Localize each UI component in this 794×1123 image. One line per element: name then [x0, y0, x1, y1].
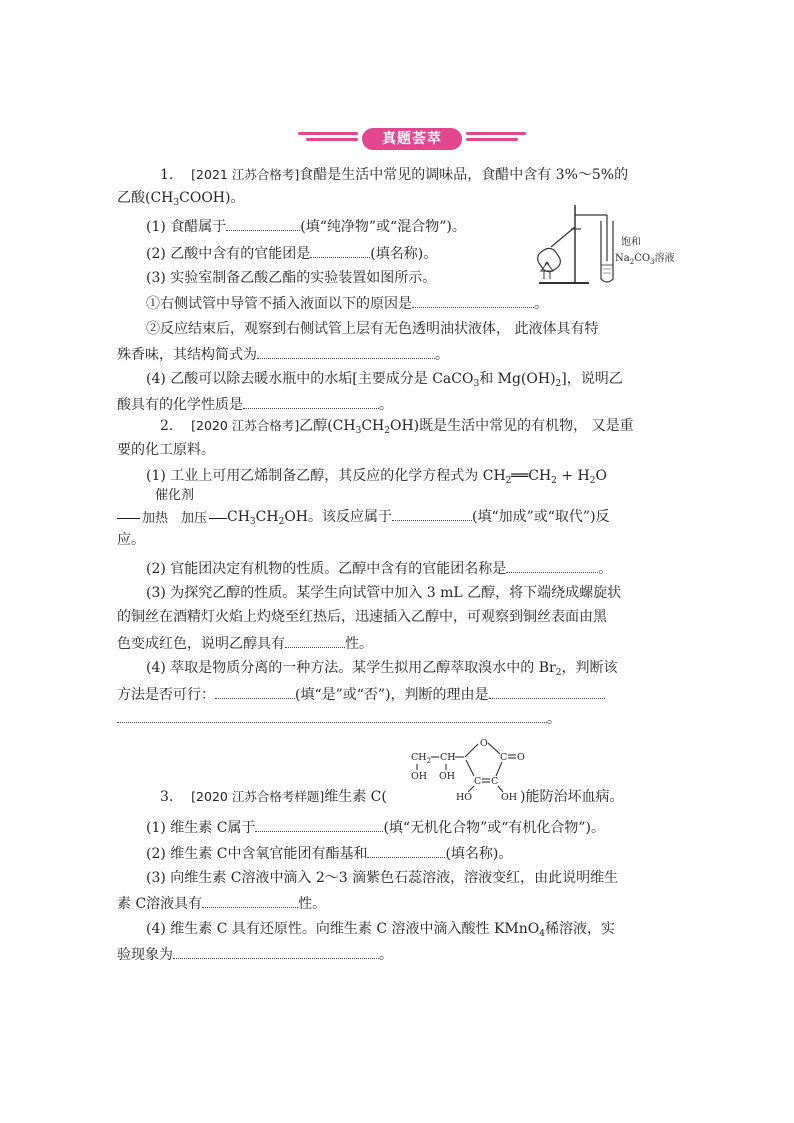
struct-oh-1: OH: [411, 771, 428, 782]
struct-o-carbonyl: O: [517, 752, 525, 763]
esterification-apparatus-figure: [527, 199, 687, 289]
q2-intro-line-2: 要的化工原料。: [117, 442, 215, 458]
q1-part-4-line-1: (4) 乙酸可以除去暖水瓶中的水垢[主要成分是 CaCO$_3$和 $Mg(OH)_2$]，说明乙: [146, 371, 623, 389]
q2-answer-blank-1[interactable]: [392, 506, 472, 521]
apparatus-label-saturated: 饱和: [621, 237, 641, 248]
q2-part-1-line-2: $CH_3CH_2OH$。该反应属于 (填“加成”或“取代”)反: [117, 506, 610, 526]
struct-ho-3: HO: [456, 792, 473, 802]
q1-answer-blank-1[interactable]: [226, 216, 300, 231]
q1-answer-blank-4[interactable]: [257, 344, 435, 359]
q2-answer-blank-6[interactable]: [117, 708, 547, 723]
struct-ch2: $CH_2$: [411, 752, 432, 765]
q3-answer-blank-2[interactable]: [367, 843, 445, 858]
q2-part-4-line-3: 。: [117, 708, 561, 728]
q3-source: [2020 江苏合格考样题]: [191, 789, 325, 804]
q3-part-3-line-2: 素 C溶液具有 性。: [117, 893, 326, 913]
q3-answer-blank-1[interactable]: [255, 817, 383, 832]
q2-answer-blank-3[interactable]: [285, 633, 345, 648]
q2-part-1-line-3: 应。: [117, 532, 145, 548]
q1-part-4-line-2: 酸具有的化学性质是 。: [117, 394, 393, 414]
q2-source: [2020 江苏合格考]: [191, 418, 300, 433]
section-banner: [298, 128, 526, 150]
struct-oh-2: OH: [439, 771, 456, 782]
q3-part-1: (1) 维生素 C属于 (填“无机化合物”或“有机化合物”)。: [146, 817, 605, 837]
q1-part-1: (1) 食醋属于 (填“纯净物”或“混合物”)。: [146, 216, 466, 236]
q1-answer-blank-2[interactable]: [310, 243, 370, 258]
q2-part-3-line-1: (3) 为探究乙醇的性质。某学生向试管中加入 3 mL 乙醇，将下端绕成螺旋状: [146, 585, 622, 601]
q3-part-2: (2) 维生素 C中含氧官能团有酯基和 (填名称)。: [146, 843, 512, 863]
q3-part-4-line-1: (4) 维生素 C 具有还原性。向维生素 C 溶液中滴入酸性 KMnO$_4$稀溶液，实: [146, 921, 615, 939]
q2-part-4-line-2: 方法是否可行： (填“是”或“否”)，判断的理由是: [117, 684, 605, 704]
section-title: 真题荟萃: [362, 128, 462, 150]
struct-c-eq-2: C: [491, 776, 499, 787]
q2-answer-blank-2[interactable]: [506, 558, 598, 573]
q2-part-3-line-3: 色变成红色，说明乙醇具有 性。: [117, 633, 373, 653]
struct-o-ring: O: [480, 738, 488, 749]
q2-condition-label: 加热 加压: [142, 511, 208, 526]
q2-part-1-line-1: (1) 工业上可用乙烯制备乙醇，其反应的化学方程式为 $CH_2══CH_2 + H_2O$: [146, 468, 607, 486]
q1-part-2: (2) 乙酸中含有的官能团是 (填名称)。: [146, 243, 437, 263]
q1-part-3-1: ①右侧试管中导管不插入液面以下的原因是 。: [146, 293, 548, 313]
struct-c-carbonyl: C: [500, 752, 508, 763]
q1-intro-line-2: 乙酸$(CH_3COOH)$。: [117, 190, 245, 208]
q3-answer-blank-3[interactable]: [202, 893, 298, 908]
q2-part-4-line-1: (4) 萃取是物质分离的一种方法。某学生拟用乙醇萃取溴水中的 $Br_2$，判断该: [146, 660, 618, 678]
struct-ch: CH: [440, 752, 456, 763]
q1-answer-blank-5[interactable]: [243, 394, 379, 409]
apparatus-label-solution: $Na_2CO_3$溶液: [615, 253, 675, 266]
q2-answer-blank-4[interactable]: [215, 684, 295, 699]
q1-part-3-2-line-1: ②反应结束后，观察到右侧试管上层有无色透明油状液体， 此液体具有特: [146, 321, 599, 337]
q2-answer-blank-5[interactable]: [489, 684, 605, 699]
q2-part-2: (2) 官能团决定有机物的性质。乙醇中含有的官能团名称是 。: [146, 558, 612, 578]
q3-intro-line: 3. [2020 江苏合格考样题]维生素 C(: [160, 789, 387, 805]
q1-part-3: (3) 实验室制备乙酸乙酯的实验装置如图所示。: [146, 270, 437, 286]
q3-intro-tail: )能防治坏血病。: [520, 789, 624, 805]
q1-answer-blank-3[interactable]: [412, 293, 534, 308]
q3-answer-blank-4[interactable]: [173, 944, 379, 959]
vitamin-c-structure-figure: [408, 730, 528, 802]
q1-part-3-2-line-2: 殊香味，其结构简式为 。: [117, 344, 449, 364]
q1-source: [2021 江苏合格考]: [191, 167, 300, 182]
struct-c-eq-1: C: [474, 776, 482, 787]
struct-oh-4: OH: [501, 792, 518, 802]
q3-part-4-line-2: 验现象为 。: [117, 944, 393, 964]
q2-part-3-line-2: 的铜丝在酒精灯火焰上灼烧至红热后，迅速插入乙醇中，可观察到铜丝表面由黑: [117, 609, 607, 625]
q2-catalyst-label: 催化剂: [155, 488, 195, 503]
q2-intro-line-1: 2. [2020 江苏合格考]乙醇$(CH_3CH_2OH)$既是生活中常见的有机物， 又是重: [160, 418, 634, 436]
q3-part-3-line-1: (3) 向维生素 C溶液中滴入 2～3 滴紫色石蕊溶液，溶液变红，由此说明维生: [146, 870, 619, 886]
q1-intro-line-1: 1. [2021 江苏合格考]食醋是生活中常见的调味品，食醋中含有 3%～5%的: [160, 167, 629, 183]
